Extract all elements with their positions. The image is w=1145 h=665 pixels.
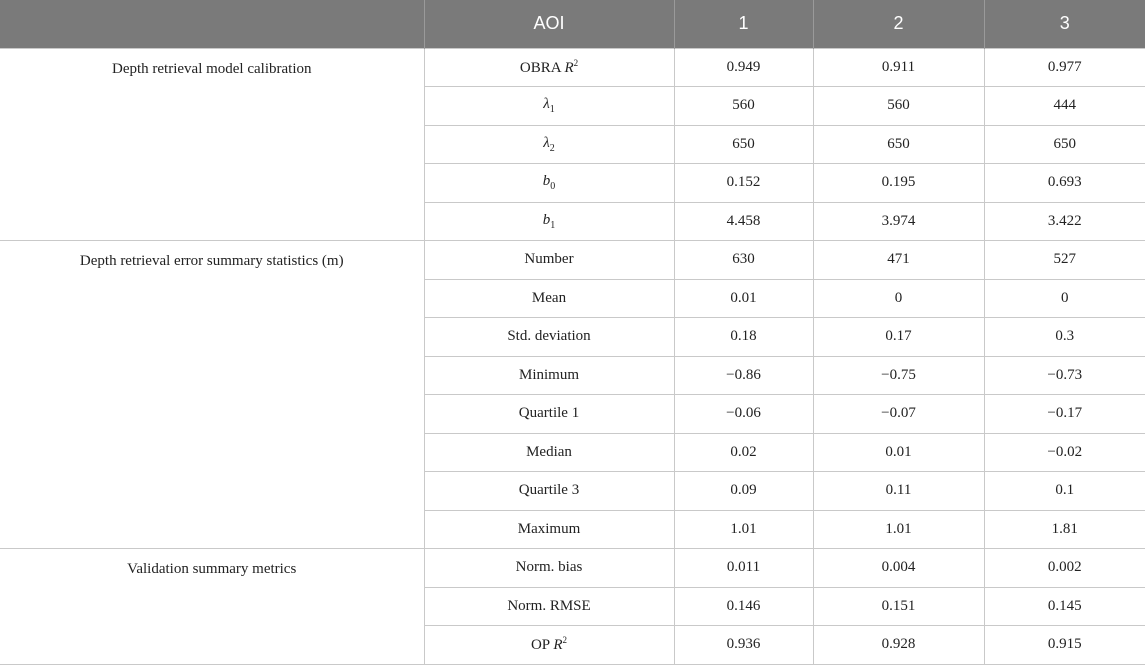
cell-aoi-3: 0.145 — [984, 587, 1145, 626]
header-aoi-2: 2 — [813, 0, 984, 48]
cell-aoi-1: 560 — [674, 87, 813, 126]
row-label: Norm. bias — [424, 549, 674, 588]
cell-aoi-1: 650 — [674, 125, 813, 164]
cell-aoi-2: 3.974 — [813, 202, 984, 241]
cell-aoi-3: −0.73 — [984, 356, 1145, 395]
cell-aoi-1: −0.06 — [674, 395, 813, 434]
row-label-subscript: 2 — [549, 142, 555, 154]
cell-aoi-2: −0.07 — [813, 395, 984, 434]
cell-aoi-2: 560 — [813, 87, 984, 126]
cell-aoi-3: 3.422 — [984, 202, 1145, 241]
cell-aoi-2: 0.004 — [813, 549, 984, 588]
cell-aoi-1: 0.949 — [674, 48, 813, 87]
header-aoi-3: 3 — [984, 0, 1145, 48]
cell-aoi-2: −0.75 — [813, 356, 984, 395]
cell-aoi-2: 1.01 — [813, 510, 984, 549]
cell-aoi-1: 1.01 — [674, 510, 813, 549]
cell-aoi-1: 0.02 — [674, 433, 813, 472]
row-label: Number — [424, 241, 674, 280]
row-label-subscript: 1 — [550, 219, 556, 231]
cell-aoi-2: 0.151 — [813, 587, 984, 626]
row-label-variable: b — [542, 173, 551, 190]
cell-aoi-3: −0.17 — [984, 395, 1145, 434]
section-title: Depth retrieval model calibration — [0, 48, 424, 241]
row-label-text: OP — [530, 637, 554, 654]
cell-aoi-3: 650 — [984, 125, 1145, 164]
cell-aoi-1: 0.09 — [674, 472, 813, 511]
cell-aoi-1: 0.011 — [674, 549, 813, 588]
row-label-subscript: 1 — [549, 104, 555, 116]
row-label-variable: R — [564, 59, 574, 76]
cell-aoi-2: 650 — [813, 125, 984, 164]
cell-aoi-2: 0.195 — [813, 164, 984, 203]
row-label-subscript: 0 — [550, 181, 556, 193]
row-label: Maximum — [424, 510, 674, 549]
table-header-row — [0, 0, 1145, 48]
header-section-column — [0, 0, 424, 48]
row-label: Minimum — [424, 356, 674, 395]
row-label — [424, 48, 674, 87]
row-label: Mean — [424, 279, 674, 318]
table-row — [0, 48, 1145, 87]
cell-aoi-2: 0.17 — [813, 318, 984, 357]
cell-aoi-2: 0.01 — [813, 433, 984, 472]
cell-aoi-3: −0.02 — [984, 433, 1145, 472]
cell-aoi-3: 444 — [984, 87, 1145, 126]
row-label — [424, 164, 674, 203]
cell-aoi-1: 0.18 — [674, 318, 813, 357]
header-aoi-1: 1 — [674, 0, 813, 48]
row-label-variable: R — [553, 637, 563, 654]
cell-aoi-3: 0.1 — [984, 472, 1145, 511]
cell-aoi-2: 0.911 — [813, 48, 984, 87]
cell-aoi-1: 0.01 — [674, 279, 813, 318]
table-row — [0, 549, 1145, 588]
table-body — [0, 48, 1145, 664]
row-label-superscript: 2 — [562, 635, 568, 646]
row-label-variable: λ — [543, 134, 550, 151]
table-row — [0, 241, 1145, 280]
section-title: Validation summary metrics — [0, 549, 424, 665]
row-label: Quartile 3 — [424, 472, 674, 511]
row-label-text: OBRA — [519, 59, 565, 76]
cell-aoi-1: 4.458 — [674, 202, 813, 241]
cell-aoi-3: 0.915 — [984, 626, 1145, 665]
row-label — [424, 626, 674, 665]
cell-aoi-2: 0.928 — [813, 626, 984, 665]
cell-aoi-2: 0 — [813, 279, 984, 318]
row-label — [424, 125, 674, 164]
cell-aoi-3: 527 — [984, 241, 1145, 280]
row-label: Quartile 1 — [424, 395, 674, 434]
section-title: Depth retrieval error summary statistics (m) — [0, 241, 424, 549]
cell-aoi-3: 0 — [984, 279, 1145, 318]
cell-aoi-1: 0.146 — [674, 587, 813, 626]
cell-aoi-2: 0.11 — [813, 472, 984, 511]
cell-aoi-3: 0.693 — [984, 164, 1145, 203]
cell-aoi-2: 471 — [813, 241, 984, 280]
row-label-superscript: 2 — [573, 57, 579, 68]
cell-aoi-3: 0.977 — [984, 48, 1145, 87]
row-label — [424, 87, 674, 126]
row-label-variable: λ — [543, 96, 550, 113]
cell-aoi-3: 0.002 — [984, 549, 1145, 588]
row-label: Std. deviation — [424, 318, 674, 357]
cell-aoi-3: 0.3 — [984, 318, 1145, 357]
cell-aoi-1: 0.936 — [674, 626, 813, 665]
cell-aoi-1: −0.86 — [674, 356, 813, 395]
row-label: Norm. RMSE — [424, 587, 674, 626]
row-label: Median — [424, 433, 674, 472]
cell-aoi-3: 1.81 — [984, 510, 1145, 549]
row-label — [424, 202, 674, 241]
cell-aoi-1: 0.152 — [674, 164, 813, 203]
header-aoi: AOI — [424, 0, 674, 48]
cell-aoi-1: 630 — [674, 241, 813, 280]
row-label-variable: b — [542, 211, 551, 228]
